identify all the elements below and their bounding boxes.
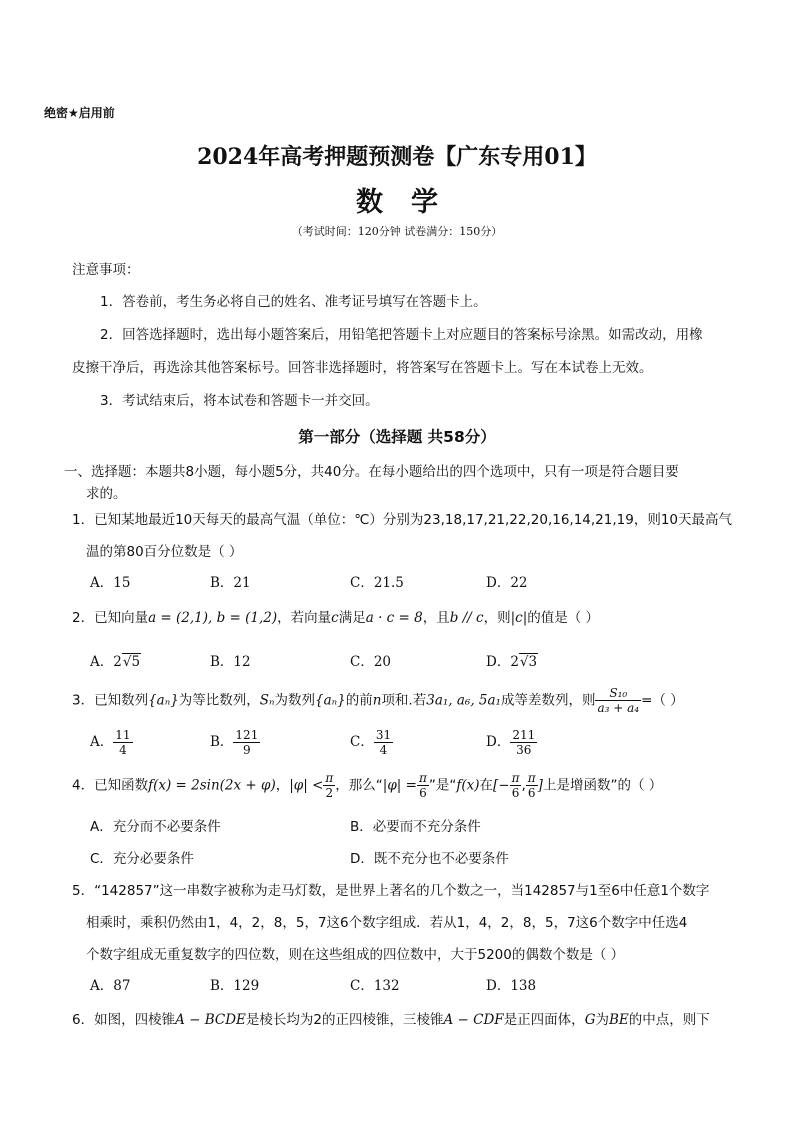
q2-text-5: ，则 (483, 610, 511, 626)
q4-option-d: D．既不充分也不必要条件 (350, 851, 509, 867)
q5-option-a: A．87 (90, 978, 131, 994)
q4-condition: |φ| < (289, 777, 324, 794)
q3-terms: 3a₁, a₆, 5a₁ (426, 692, 501, 709)
q3-n: n (372, 692, 382, 709)
notes-heading: 注意事项： (72, 262, 140, 278)
note-item-3: 3．考试结束后，将本试卷和答题卡一并交回。 (100, 393, 379, 409)
q4-stem (72, 771, 662, 800)
q6-stem (72, 1008, 710, 1028)
part1-title: 第一部分（选择题 共58分） (298, 428, 496, 446)
q1-stem-cont: 温的第80百分位数是（ ） (86, 544, 243, 560)
note-item-1: 1．答卷前，考生务必将自己的姓名、准考证号填写在答题卡上。 (100, 294, 487, 310)
q4-interval-right: $\frac{\pi}{6}$ (527, 771, 536, 800)
q2-option-d: D．2√3 (486, 654, 538, 670)
exam-title: 2024年高考押题预测卷【广东专用01】 (197, 144, 597, 170)
q4-interval-left: $\frac{\pi}{6}$ (511, 771, 520, 800)
q2-text-2: ，若向量 (277, 610, 332, 626)
q2-vector-c: c (331, 610, 339, 626)
q3-text-2: 为等比数列， (178, 692, 260, 709)
q3-option-a: A． $\frac{11}{4}$ (90, 728, 131, 757)
q5-stem-cont-2: 个数字组成无重复数字的四位数，则在这些组成的四位数中，大于5200的偶数个数是（ ） (86, 947, 625, 963)
q3-fraction: $\frac{\text{S₁₀}}{\text{a₃ + a₄}}$ (597, 686, 640, 715)
q1-option-b: B．21 (210, 575, 251, 591)
q3-text-1: 3．已知数列 (72, 692, 149, 709)
q3-option-b: B． $\frac{121}{9}$ (210, 728, 259, 757)
q4-condition-2: |φ| = (382, 777, 417, 794)
q4-text-4: 在 (479, 777, 493, 794)
q2-vectors: a = (2,1), b = (1,2) (148, 610, 278, 626)
q2-text-3: 满足 (338, 610, 366, 626)
q4-text-1: 4．已知函数 (72, 777, 149, 794)
q5-stem-cont-1: 相乘时，乘积仍然由1，4，2，8，5，7这6个数字组成．若从1，4，2，8，5，7这6个数字中任选4 (86, 915, 688, 931)
q2-option-c: C．20 (350, 654, 392, 670)
q5-option-c: C．132 (350, 978, 400, 994)
q3-text-4: 的前 (345, 692, 373, 709)
q2-stem (72, 606, 599, 626)
note-item-2b: 皮擦干净后，再选涂其他答案标号。回答非选择题时，将答案写在答题卡上。写在本试卷上无效。 (72, 360, 653, 376)
q4-comma: , (521, 777, 526, 794)
q6-text-2: 是棱长均为2的正四棱锥，三棱锥 (245, 1012, 444, 1028)
q3-sum: Sₙ (259, 692, 275, 709)
q4-option-c: C．充分必要条件 (90, 851, 194, 867)
q3-text-7: =（ ） (641, 692, 684, 709)
q4-pi-over-6: $\frac{\pi}{6}$ (418, 771, 427, 800)
q6-text-1: 6．如图，四棱锥 (72, 1012, 176, 1028)
q1-option-d: D．22 (486, 575, 528, 591)
q6-segment-be: BE (608, 1012, 629, 1028)
note-item-2a: 2．回答选择题时，选出每小题答案后，用铅笔把答题卡上对应题目的答案标号涂黑。如需改动，用橡 (100, 327, 703, 343)
q4-pi-over-2: $\frac{\pi}{2}$ (325, 771, 334, 800)
q2-parallel: b // c (449, 610, 484, 626)
q4-text-2: ，那么“ (335, 777, 383, 794)
q6-point-g: G (584, 1012, 596, 1028)
q3-option-d: D． $\frac{211}{36}$ (486, 728, 536, 757)
q2-text-6: 的值是（ ） (527, 610, 600, 626)
q3-text-5: 项和.若 (381, 692, 427, 709)
q3-option-c: C． $\frac{31}{4}$ (350, 728, 392, 757)
q2-magnitude: |c| (510, 610, 528, 626)
q1-stem: 1．已知某地最近10天每天的最高气温（单位：℃）分别为23,18,17,21,22,20,16,14,21,19，则10天最高气 (72, 512, 733, 528)
q3-text-3: 为数列 (274, 692, 316, 709)
q4-option-a: A．充分而不必要条件 (90, 819, 221, 835)
q2-option-a: A．2√5 (90, 654, 141, 670)
sqrt-icon: √5 (122, 654, 141, 670)
q6-pyramid: A − BCDE (175, 1012, 246, 1028)
q6-text-4: 为 (595, 1012, 609, 1028)
q5-option-b: B．129 (210, 978, 260, 994)
q3-text-6: 成等差数列，则 (500, 692, 596, 709)
q4-option-b: B．必要而不充分条件 (350, 819, 481, 835)
exam-meta: （考试时间：120分钟 试卷满分：150分） (291, 225, 503, 238)
q2-dot-product: a · c = 8 (365, 610, 423, 626)
section-instructions: 一、选择题：本题共8小题，每小题5分，共40分。在每小题给出的四个选项中，只有一项是符合题目要 (64, 464, 679, 480)
q4-interval-close: ] (537, 777, 543, 794)
q1-option-a: A．15 (90, 575, 131, 591)
q3-stem (72, 686, 684, 715)
q6-tetrahedron: A − CDF (443, 1012, 504, 1028)
confidential-label: 绝密★启用前 (44, 106, 115, 120)
q5-stem: 5．“142857”这一串数字被称为走马灯数，是世界上著名的几个数之一，当142857与1至6中任意1个数字 (72, 883, 710, 899)
subject-title: 数学 (356, 187, 466, 218)
q4-function: f(x) = 2sin(2x + φ) (148, 777, 276, 794)
q3-sequence: {aₙ} (148, 692, 179, 709)
q3-sequence-2: {aₙ} (315, 692, 346, 709)
q2-text-4: ，且 (422, 610, 450, 626)
q2-option-b: B．12 (210, 654, 251, 670)
q6-text-5: 的中点，则下 (628, 1012, 710, 1028)
q4-text-5: 上是增函数”的（ ） (542, 777, 663, 794)
section-instructions-cont: 求的。 (86, 486, 127, 502)
q1-option-c: C．21.5 (350, 575, 404, 591)
q4-fx: f(x) (456, 777, 480, 794)
q4-text-3: ”是“ (428, 777, 457, 794)
sqrt-icon: √3 (519, 654, 538, 670)
q2-text-1: 2．已知向量 (72, 610, 149, 626)
q6-text-3: 是正四面体， (503, 1012, 585, 1028)
q5-option-d: D．138 (486, 978, 537, 994)
q4-sep: ， (275, 777, 290, 794)
q4-interval-open: [− (493, 777, 510, 794)
